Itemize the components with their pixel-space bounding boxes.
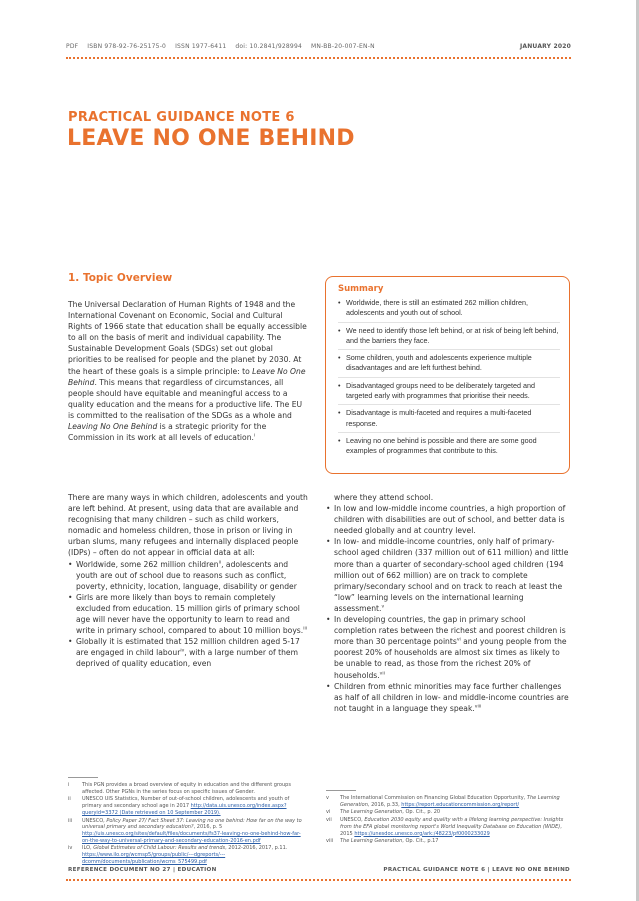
- footnote-number: viii: [326, 838, 334, 845]
- footnote-ref[interactable]: i: [253, 433, 256, 439]
- intro-text-1: The Universal Declaration of Human Rights of 1948 and the International Covenant on Economic, Social and Cultural Rights of 1966 state that education shall be equally accessible to all on the basis of merit and individual capability. The Sustainable Development Goals (SDGs) set out global priorities to be realised for people and the planet by 2030. At the heart of these goals is a simple principle: to: [68, 300, 307, 376]
- footnote: [68, 782, 308, 795]
- list-item: [326, 503, 570, 536]
- list-item: [326, 536, 570, 614]
- catalog-code: MN-BB-20-007-EN-N: [311, 43, 375, 50]
- footnote-ref[interactable]: v: [381, 604, 385, 610]
- intro-text-2: . This means that regardless of circumstances, all people should have equitable and meaningful access to a quality education and the means for a productive life. The EU is committed to the realisation of the SDGs as a whole and: [68, 377, 303, 420]
- footnote: [68, 845, 308, 865]
- bullet-text-cont: , with a large number of them deprived of quality education, even: [76, 648, 298, 669]
- summary-item: • Disadvantaged groups need to be deliberately targeted and targeted early with programmes that prioritise their needs.: [338, 381, 560, 406]
- guidance-note-label: PRACTICAL GUIDANCE NOTE 6: [68, 110, 295, 125]
- footnote-text-after: , 2012-2016, 2017, p.11.: [225, 845, 288, 852]
- footnote-text: UNESCO,: [340, 817, 365, 824]
- list-item: [326, 681, 570, 714]
- header-dotted-divider: [66, 57, 571, 59]
- footnote: [68, 818, 308, 845]
- issn: ISSN 1977-6411: [175, 43, 227, 50]
- footnote-number: vii: [326, 817, 332, 824]
- summary-title: Summary: [338, 284, 384, 294]
- footnote-link[interactable]: https://report.educationcommission.org/report/: [401, 801, 520, 808]
- isbn: ISBN 978-92-76-25175-0: [87, 43, 167, 50]
- footnote: [326, 838, 571, 845]
- footnote-rule-right: [326, 790, 356, 791]
- footnote-link[interactable]: https://www.ilo.org/wcmsp5/groups/public/---dgreports/---dcomm/documents/publication/wcms_575499.pdf: [82, 852, 226, 865]
- bullet-text: Worldwide, some 262 million children: [76, 559, 219, 569]
- bullet-text: In low- and middle-income countries, only half of primary-school aged children (337 million out of 611 million) and little more than a quarter of secondary-school aged children (194 million out of 662 million) are on track to complete primary/secondary school and on track to reach at least the “low” learning levels on the international learning assessment.: [334, 537, 569, 613]
- footnotes-left: [68, 782, 308, 866]
- intro-emphasis-1: Leave No One Behind: [68, 366, 306, 387]
- footnote-title: Education 2030 equity and quality with a lifelong learning perspective: Insights from the EFA global monitoring report's World Inequality Database on Education (WIDE): [340, 817, 564, 830]
- list-item: [68, 592, 308, 636]
- list-item: [68, 559, 308, 592]
- footnote-ref[interactable]: iv: [180, 648, 185, 654]
- footnote-title: The Learning Generation: [340, 838, 403, 845]
- footnote-number: ii: [68, 796, 71, 803]
- intro-text-3: is a strategic priority for the Commission in its work at all levels of education.: [68, 422, 267, 443]
- footnote-number: iv: [68, 845, 73, 852]
- footnote-number: v: [326, 795, 329, 801]
- ways-left-behind-paragraph: There are many ways in which children, adolescents and youth are left behind. At present, using data that are available and recognising that many children – such as child workers, nomadic and homeless children, those in prison or living in urban slums, many refugees and internally displaced people (IDPs) – often do not appear in official data at all:: [68, 493, 308, 558]
- bullet-text: In developing countries, the gap in primary school completion rates between the richest and poorest children is more than 30 percentage points: [334, 615, 566, 647]
- footnote-link[interactable]: http://uis.unesco.org/sites/default/files/documents/fs37-leaving-no-one-behind-how-far-on-the-way-to-universal-primary-and-secondary-education-2016-en.pdf: [82, 830, 301, 844]
- left-column-body: [68, 492, 308, 670]
- footnote: [326, 809, 571, 816]
- list-item: [68, 636, 308, 669]
- footnote-text-after: , 2016, p.33,: [367, 801, 402, 808]
- bullet-text-cont: , adolescents and youth are out of school due to reasons such as conflict, poverty, ethnicity, location, language, disability or gender: [76, 559, 297, 591]
- bullet-text: Globally it is estimated that 152 million children aged 5-17 are engaged in child labour: [76, 637, 300, 658]
- summary-item: • Worldwide, there is still an estimated 262 million children, adolescents and youth out of school.: [338, 298, 560, 323]
- footer-right: PRACTICAL GUIDANCE NOTE 6 | LEAVE NO ONE BEHIND: [383, 867, 570, 873]
- pdf-label: PDF: [66, 43, 79, 50]
- summary-item: • Some children, youth and adolescents experience multiple disadvantages and are left furthest behind.: [338, 353, 560, 378]
- footnote-ref[interactable]: viii: [474, 704, 482, 710]
- bullet-continuation: where they attend school.: [334, 493, 434, 502]
- footer-dotted-divider: [66, 879, 571, 881]
- footnote-text-after: , Op. Cit., p. 20: [402, 809, 441, 816]
- list-item: [326, 614, 570, 681]
- intro-paragraph: [68, 299, 308, 443]
- footnote-ref[interactable]: ii: [218, 560, 222, 566]
- footnote-number: i: [68, 782, 70, 788]
- intro-emphasis-2: Leaving No One Behind: [68, 422, 158, 432]
- footnote: [326, 817, 571, 837]
- bullet-text-cont: and young people from the poorest 20% of households are almost six times as likely to be unable to read, as those from the richest 20% of households.: [334, 637, 567, 680]
- footnote-title: Policy Paper 27/ Fact Sheet 37: Leaving no one behind: How far on the way to universal primary and secondary education?: [82, 817, 302, 831]
- bullet-text: In low and low-middle income countries, a high proportion of children with disabilities are out of school, and better data is needed globally and at country level.: [334, 504, 566, 536]
- left-bullet-list: [68, 559, 308, 670]
- footnote-text: ILO,: [82, 845, 94, 852]
- footnotes-right: [326, 795, 571, 846]
- footnote-text: UNESCO,: [82, 817, 107, 824]
- footnote-ref[interactable]: vi: [456, 637, 461, 643]
- footnote-title: The Learning Generation: [340, 795, 560, 808]
- footnote: [326, 795, 571, 808]
- footnote-text: The International Commission on Financing Global Education Opportunity,: [340, 795, 527, 801]
- summary-item: • Leaving no one behind is possible and there are some good examples of programmes that contribute to this.: [338, 436, 560, 460]
- footnote-ref[interactable]: iii: [303, 626, 307, 632]
- publication-date: JANUARY 2020: [519, 43, 571, 50]
- bullet-text: Children from ethnic minorities may face further challenges as half of all children in low- and middle-income countries are not taught in a language they speak.: [334, 681, 569, 713]
- footnote-ref[interactable]: vii: [379, 670, 385, 676]
- doi: doi: 10.2841/928994: [235, 43, 302, 50]
- footnote-text: This PGN provides a broad overview of equity in education and the different groups affected. Other PGNs in the series focus on specific issues of Gender.: [82, 782, 291, 795]
- footnote-text-after: , 2016, p. 5: [193, 824, 223, 831]
- section-heading: 1. Topic Overview: [68, 272, 173, 284]
- footnote: [68, 796, 308, 816]
- bullet-text: Girls are more likely than boys to remain completely excluded from education. 15 million girls of primary school age will never have the opportunity to learn to read and write in primary school, compared to about 10 million boys.: [76, 592, 304, 636]
- right-column-body: [326, 492, 570, 714]
- footer-left: REFERENCE DOCUMENT NO 27 | EDUCATION: [68, 867, 217, 873]
- footnote-link[interactable]: http://data.uis.unesco.org/index.aspx?queryid=3372 (Date retrieved on 10 September 2019).: [82, 803, 287, 816]
- summary-item: • We need to identify those left behind, or at risk of being left behind, and the barriers they face.: [338, 326, 560, 351]
- footnote-title: The Learning Generation: [340, 809, 403, 816]
- footnote-text: UNESCO UIS Statistics, Number of out-of-school children, adolescents and youth of primary and secondary school age in 2017: [82, 796, 290, 810]
- footnote-link[interactable]: https://unesdoc.unesco.org/ark:/48223/pf0000233029: [354, 830, 490, 837]
- footnote-rule-left: [68, 777, 98, 778]
- publication-info-bar: [66, 43, 571, 50]
- summary-item: • Disadvantage is multi-faceted and requires a multi-faceted response.: [338, 408, 560, 433]
- summary-list: [338, 298, 560, 460]
- footnote-text-after: , 2015: [340, 823, 562, 837]
- summary-box: [325, 276, 570, 474]
- footnote-number: iii: [68, 817, 73, 824]
- footnote-text-after: , Op. Cit., p.17: [402, 838, 439, 845]
- footnote-number: vi: [326, 809, 331, 816]
- page-title: LEAVE NO ONE BEHIND: [67, 126, 355, 151]
- footnote-title: Global Estimates of Child Labour: Results and trends: [93, 845, 226, 852]
- right-bullet-list: [326, 503, 570, 714]
